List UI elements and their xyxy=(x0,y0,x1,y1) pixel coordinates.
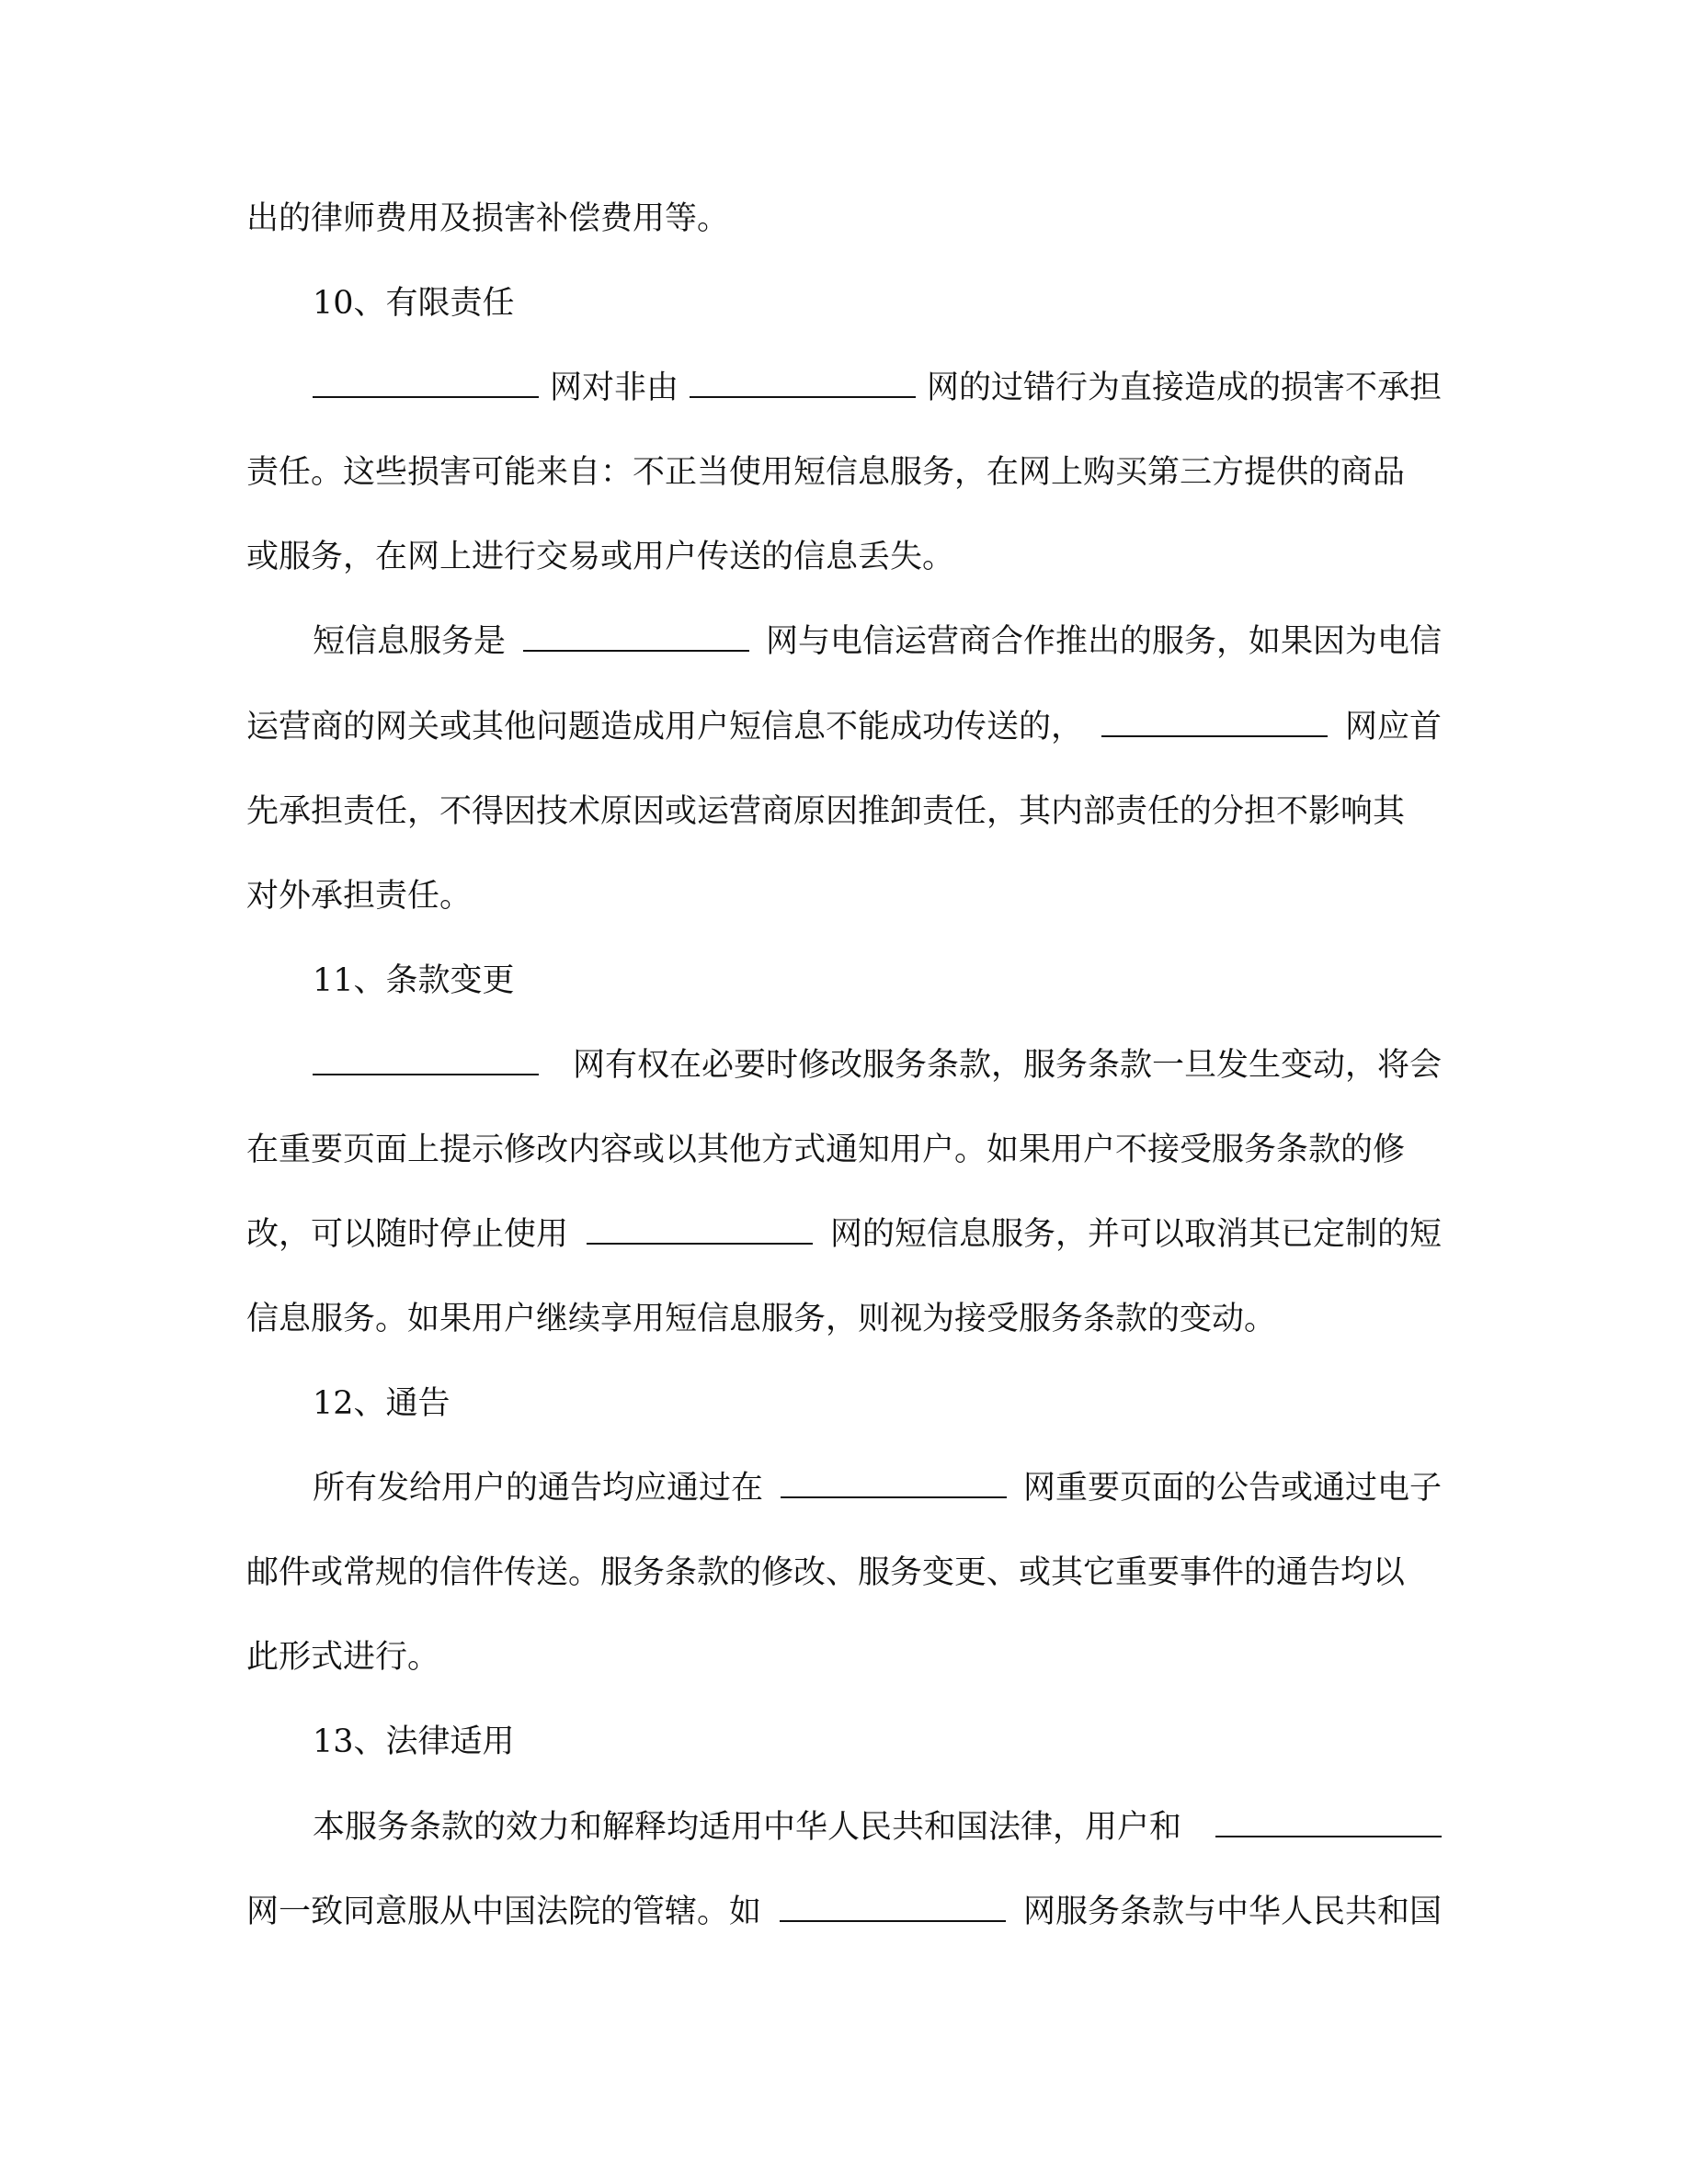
text-segment: 短信息服务是 xyxy=(313,623,507,660)
text-segment: 此形式进行。 xyxy=(246,1639,440,1676)
paragraph-line xyxy=(313,614,1442,669)
paragraph-line xyxy=(246,869,1442,924)
text-segment: 邮件或常规的信件传送。服务条款的修改、服务变更、或其它重要事件的通告均以 xyxy=(246,1554,1406,1591)
fill-in-blank xyxy=(313,365,539,398)
section-heading-limited-liability xyxy=(313,276,1442,331)
paragraph-line xyxy=(246,1884,1442,1939)
fill-in-blank xyxy=(690,365,916,398)
text-segment: 出的律师费用及损害补偿费用等。 xyxy=(246,200,730,237)
fill-in-blank xyxy=(781,1465,1007,1498)
paragraph-line xyxy=(313,1461,1442,1516)
text-segment: 网服务条款与中华人民共和国 xyxy=(1022,1894,1442,1930)
text-segment: 网一致同意服从中国法院的管辖。如 xyxy=(246,1894,762,1930)
text-segment: 所有发给用户的通告均应通过在 xyxy=(313,1470,764,1507)
text-segment: 本服务条款的效力和解释均适用中华人民共和国法律，用户和 xyxy=(313,1809,1182,1846)
fill-in-blank xyxy=(1215,1804,1442,1837)
paragraph-line xyxy=(246,445,1442,500)
paragraph-line xyxy=(313,1800,1442,1855)
text-segment: 对外承担责任。 xyxy=(246,878,473,915)
text-segment: 10、有限责任 xyxy=(313,285,515,322)
text-segment: 或服务，在网上进行交易或用户传送的信息丢失。 xyxy=(246,539,955,575)
section-heading-notices xyxy=(313,1376,1442,1431)
fill-in-blank xyxy=(780,1889,1006,1922)
paragraph-line xyxy=(246,191,1442,246)
section-heading-applicable-law xyxy=(313,1714,1442,1769)
fill-in-blank xyxy=(587,1211,813,1245)
text-segment: 改，可以随时停止使用 xyxy=(246,1216,569,1253)
text-segment: 信息服务。如果用户继续享用短信息服务，则视为接受服务条款的变动。 xyxy=(246,1301,1277,1337)
text-segment: 网与电信运营商合作推出的服务，如果因为电信 xyxy=(765,623,1442,660)
paragraph-line xyxy=(313,1038,1442,1093)
paragraph-line xyxy=(313,360,1442,415)
text-segment: 网应首 xyxy=(1344,709,1442,745)
paragraph-line xyxy=(246,1291,1442,1347)
text-segment: 运营商的网关或其他问题造成用户短信息不能成功传送的， xyxy=(246,709,1084,745)
paragraph-line xyxy=(246,1545,1442,1600)
fill-in-blank xyxy=(523,619,749,652)
text-segment: 先承担责任，不得因技术原因或运营商原因推卸责任，其内部责任的分担不影响其 xyxy=(246,793,1406,830)
paragraph-line xyxy=(246,1630,1442,1685)
paragraph-line xyxy=(246,700,1442,755)
text-segment: 网重要页面的公告或通过电子 xyxy=(1022,1470,1442,1507)
text-segment: 12、通告 xyxy=(313,1385,451,1422)
paragraph-line xyxy=(246,529,1442,585)
text-segment: 网的短信息服务，并可以取消其已定制的短 xyxy=(829,1216,1442,1253)
text-segment: 网的过错行为直接造成的损害不承担 xyxy=(926,370,1442,406)
section-heading-terms-change xyxy=(313,953,1442,1008)
fill-in-blank xyxy=(313,1042,539,1075)
text-segment: 在重要页面上提示修改内容或以其他方式通知用户。如果用户不接受服务条款的修 xyxy=(246,1132,1406,1168)
paragraph-line xyxy=(246,1122,1442,1177)
paragraph-line xyxy=(246,784,1442,839)
paragraph-line xyxy=(246,1207,1442,1262)
text-segment: 网有权在必要时修改服务条款，服务条款一旦发生变动，将会 xyxy=(572,1047,1442,1084)
text-segment: 13、法律适用 xyxy=(313,1723,515,1760)
fill-in-blank xyxy=(1101,704,1328,737)
text-segment: 11、条款变更 xyxy=(313,962,515,999)
text-segment: 责任。这些损害可能来自：不正当使用短信息服务，在网上购买第三方提供的商品 xyxy=(246,454,1406,491)
text-segment: 网对非由 xyxy=(549,370,679,406)
